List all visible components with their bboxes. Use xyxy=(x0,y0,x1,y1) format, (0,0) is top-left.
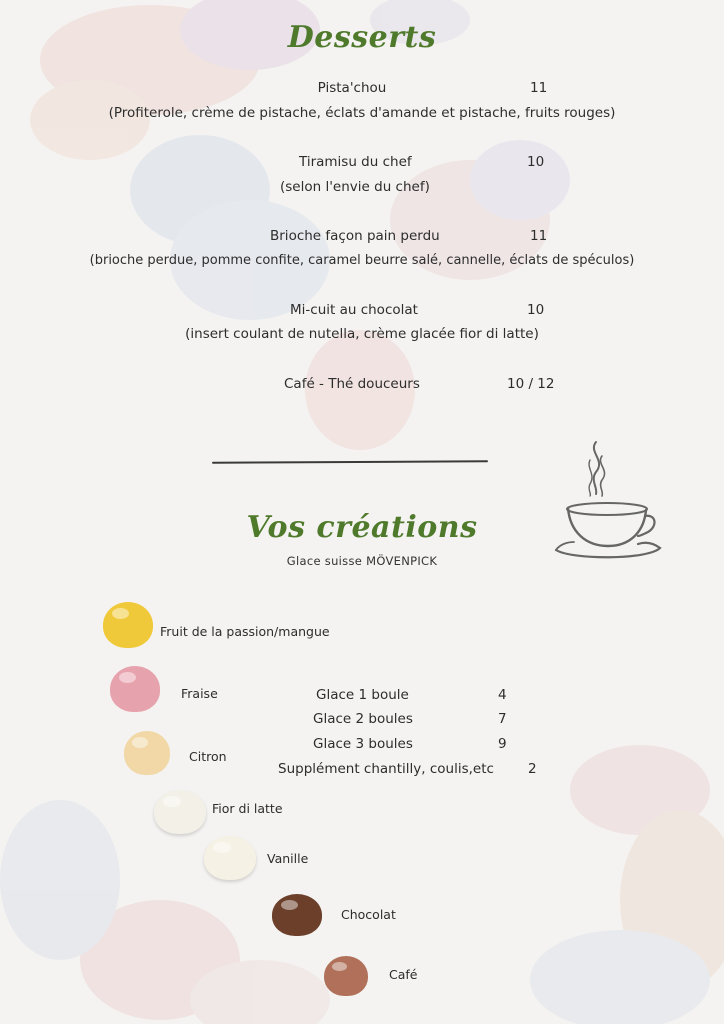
flavor-label: Chocolat xyxy=(341,907,396,922)
passion-mango-scoop xyxy=(103,602,153,648)
dessert-name: Brioche façon pain perdu xyxy=(270,228,440,244)
creations-title: Vos créations xyxy=(246,510,478,545)
dessert-description: (brioche perdue, pomme confite, caramel beurre salé, cannelle, éclats de spéculos) xyxy=(89,253,635,268)
flavor-label: Café xyxy=(389,967,418,982)
coffee-scoop xyxy=(324,956,368,996)
creations-subtitle: Glace suisse MÖVENPICK xyxy=(286,554,438,568)
flavor-label: Fraise xyxy=(181,686,218,701)
coffee-cup-icon xyxy=(552,438,664,564)
dessert-price: 11 xyxy=(530,228,548,244)
lemon-scoop xyxy=(124,731,170,775)
dessert-description: (insert coulant de nutella, crème glacée fior di latte) xyxy=(185,326,539,342)
flavor-label: Citron xyxy=(189,749,227,764)
dessert-price: 10 xyxy=(527,302,545,318)
dessert-description: (Profiterole, crème de pistache, éclats d'amande et pistache, fruits rouges) xyxy=(108,105,616,121)
vanilla-scoop xyxy=(204,836,256,880)
option-price: 4 xyxy=(498,687,507,703)
flavor-label: Fruit de la passion/mangue xyxy=(160,624,330,639)
dessert-name: Tiramisu du chef xyxy=(299,154,412,170)
fior-di-latte-scoop xyxy=(154,790,206,834)
option-label: Glace 3 boules xyxy=(313,736,413,752)
flavor-label: Fior di latte xyxy=(212,801,283,816)
dessert-price: 10 xyxy=(527,154,545,170)
option-label: Glace 1 boule xyxy=(316,687,409,703)
chocolate-scoop xyxy=(272,894,322,936)
option-label: Supplément chantilly, coulis,etc xyxy=(278,761,494,777)
dessert-description: (selon l'envie du chef) xyxy=(280,179,430,195)
dessert-price: 10 / 12 xyxy=(507,376,555,392)
dessert-name: Mi-cuit au chocolat xyxy=(290,302,418,318)
flavor-label: Vanille xyxy=(267,851,309,866)
dessert-name: Pista'chou xyxy=(317,80,387,96)
option-price: 2 xyxy=(528,761,537,777)
option-price: 9 xyxy=(498,736,507,752)
option-label: Glace 2 boules xyxy=(313,711,413,727)
desserts-title: Desserts xyxy=(287,20,437,55)
dessert-name: Café - Thé douceurs xyxy=(284,376,420,392)
strawberry-scoop xyxy=(110,666,160,712)
dessert-price: 11 xyxy=(530,80,548,96)
option-price: 7 xyxy=(498,711,507,727)
